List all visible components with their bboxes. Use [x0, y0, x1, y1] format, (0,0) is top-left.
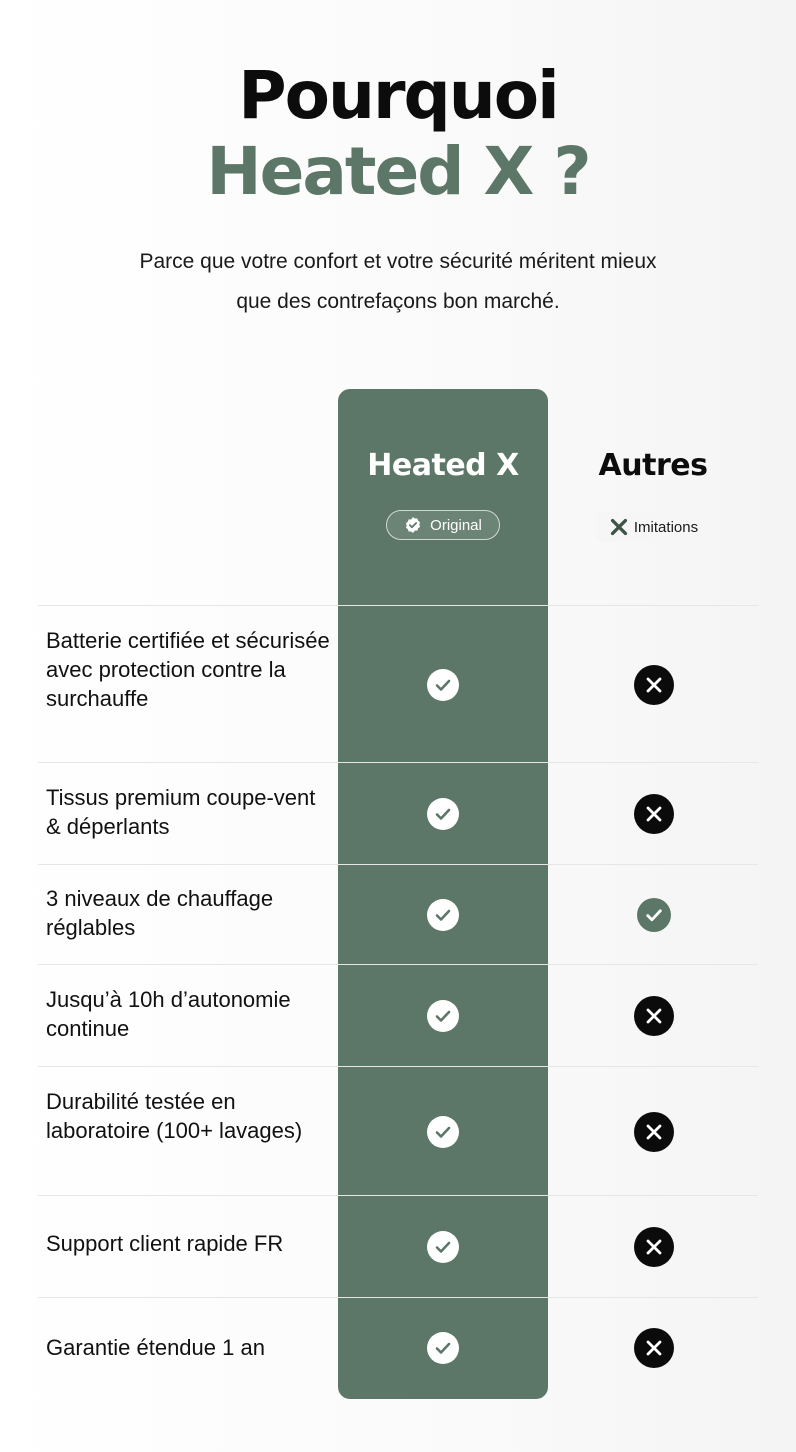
autres-column-title: Autres	[598, 448, 708, 483]
feature-label: Batterie certifiée et sécurisée avec protection contre la surchauffe	[46, 628, 330, 711]
autres-cross-icon	[634, 794, 674, 834]
page-title-line1: Pourquoi	[238, 57, 558, 134]
autres-cross-icon	[634, 1112, 674, 1152]
imitations-badge	[596, 512, 710, 542]
feature-label: Jusqu’à 10h d’autonomie continue	[46, 987, 291, 1041]
original-badge	[386, 510, 500, 540]
feature-label: Tissus premium coupe-vent & déperlants	[46, 785, 316, 839]
table-row	[38, 1195, 758, 1297]
heated-x-check-icon	[426, 999, 460, 1033]
heated-x-check-icon	[426, 1331, 460, 1365]
original-badge-label: Original	[430, 516, 482, 534]
page-subtitle	[60, 242, 736, 322]
autres-cross-icon	[634, 996, 674, 1036]
subtitle-line1: Parce que votre confort et votre sécurité méritent mieux	[139, 250, 657, 273]
table-row	[38, 964, 758, 1066]
table-row	[38, 1297, 758, 1397]
table-row	[38, 605, 758, 762]
heated-x-check-icon	[426, 797, 460, 831]
autres-cross-icon	[634, 665, 674, 705]
autres-cross-icon	[634, 1227, 674, 1267]
heated-x-check-icon	[426, 1230, 460, 1264]
autres-cross-icon	[634, 1328, 674, 1368]
feature-label: Durabilité testée en laboratoire (100+ lavages)	[46, 1089, 303, 1143]
feature-label: 3 niveaux de chauffage réglables	[46, 886, 274, 940]
autres-check-icon	[634, 895, 674, 935]
feature-label: Support client rapide FR	[46, 1231, 284, 1256]
subtitle-line2: que des contrefaçons bon marché.	[236, 290, 560, 313]
verified-icon	[404, 516, 422, 534]
heated-x-column-title: Heated X	[367, 448, 519, 483]
page-title-line2: Heated X ?	[206, 133, 590, 210]
imitations-badge-label: Imitations	[633, 518, 699, 536]
feature-label: Garantie étendue 1 an	[46, 1335, 265, 1360]
table-row	[38, 762, 758, 864]
heated-x-check-icon	[426, 668, 460, 702]
table-row	[38, 1066, 758, 1195]
heated-x-check-icon	[426, 1115, 460, 1149]
heated-x-check-icon	[426, 898, 460, 932]
table-row	[38, 864, 758, 964]
x-mark-icon	[608, 516, 630, 538]
